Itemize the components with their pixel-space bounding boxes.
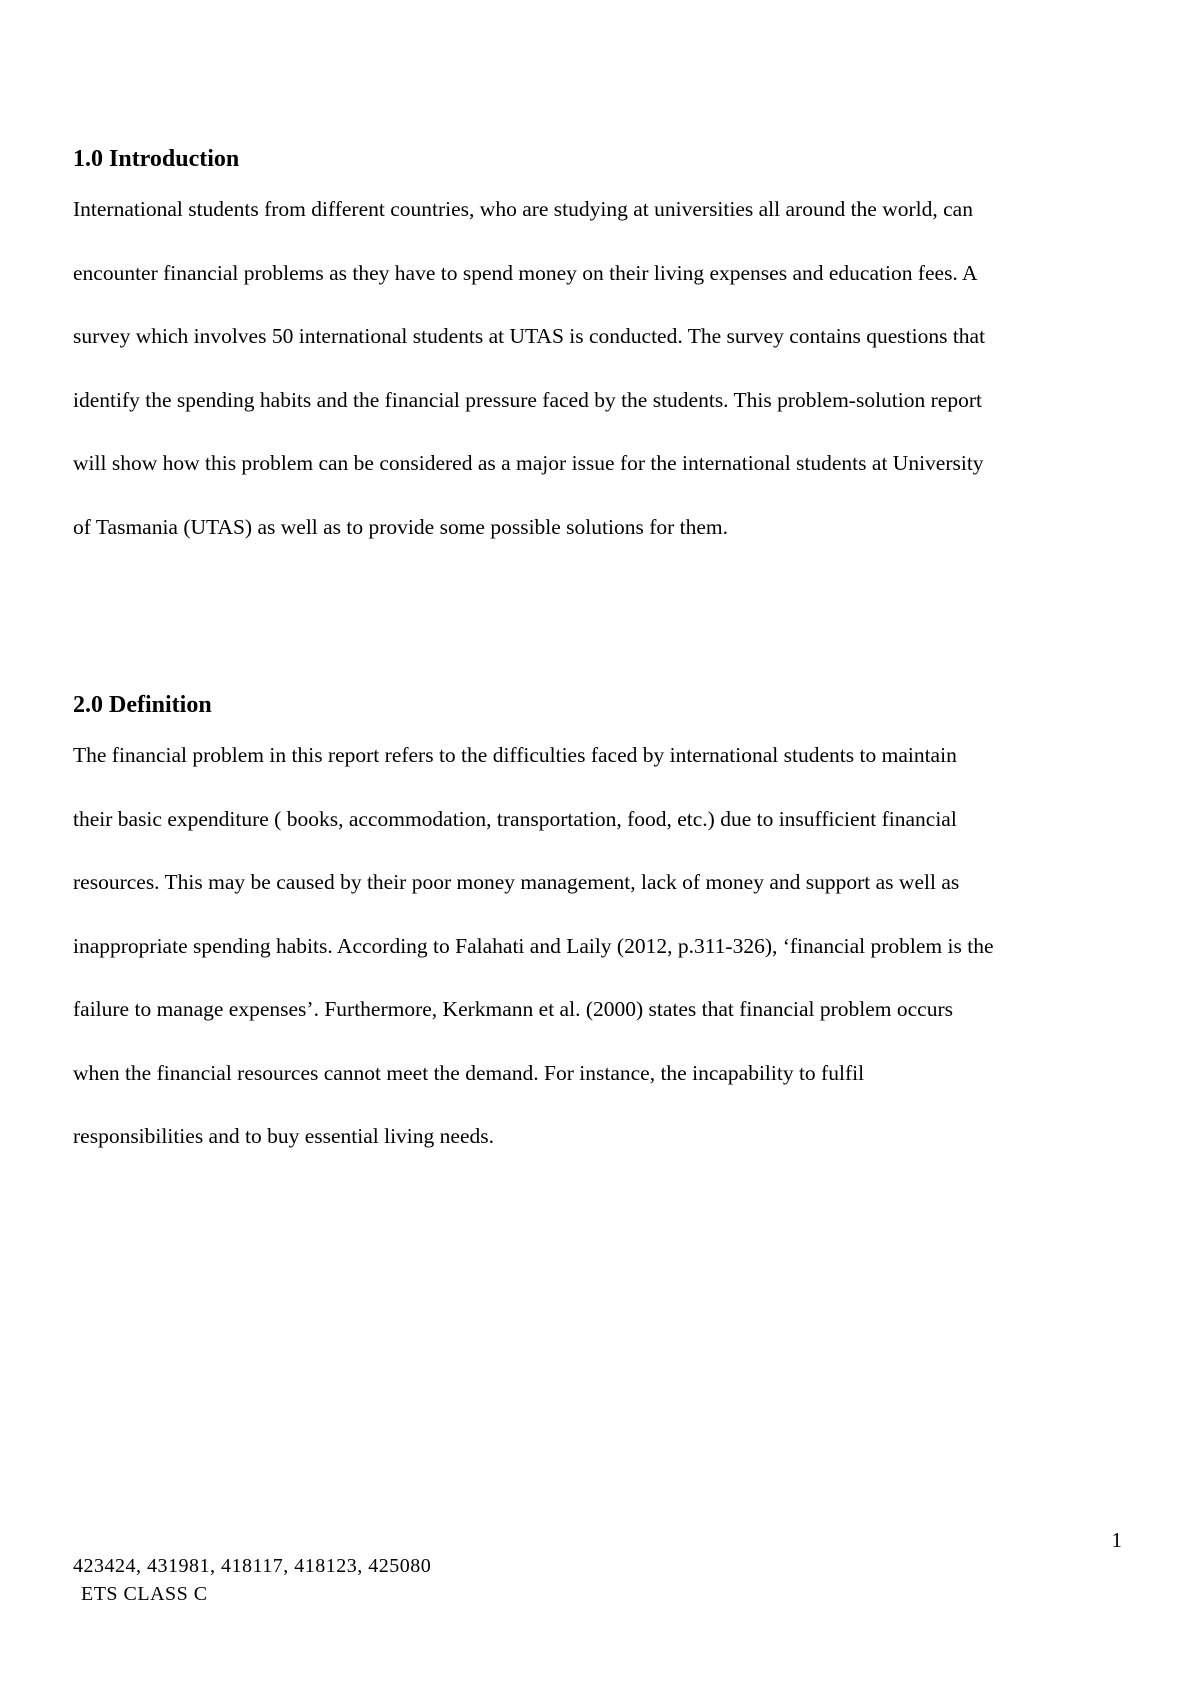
paragraph-line: their basic expenditure ( books, accommodation, transportation, food, etc.) due to insufficient financial xyxy=(73,806,957,831)
paragraph-line: will show how this problem can be considered as a major issue for the international students at University xyxy=(73,451,984,475)
section-heading-definition: 2.0 Definition xyxy=(73,692,212,718)
paragraph-line: of Tasmania (UTAS) as well as to provide some possible solutions for them. xyxy=(73,514,729,539)
paragraph-line: International students from different countries, who are studying at universities all around the world, can xyxy=(73,197,973,221)
definition-paragraph xyxy=(73,724,1123,1169)
paragraph-line: when the financial resources cannot meet the demand. For instance, the incapability to fulfil xyxy=(73,1060,865,1085)
introduction-section xyxy=(73,140,1123,559)
page-footer xyxy=(73,1552,431,1608)
class-label: ETS CLASS C xyxy=(81,1583,208,1605)
paragraph-line: responsibilities and to buy essential living needs. xyxy=(73,1124,494,1148)
paragraph-line: inappropriate spending habits. According to Falahati and Laily (2012, p.311-326), ‘financial problem is the xyxy=(73,933,994,958)
paragraph-line: survey which involves 50 international students at UTAS is conducted. The survey contains questions that xyxy=(73,324,986,348)
definition-section xyxy=(73,686,1123,1169)
page-number: 1 xyxy=(1111,1528,1122,1552)
paragraph-line: failure to manage expenses’. Furthermore, Kerkmann et al. (2000) states that financial problem occurs xyxy=(73,997,953,1021)
paragraph-line: identify the spending habits and the financial pressure faced by the students. This problem-solution report xyxy=(73,387,982,412)
paragraph-line: encounter financial problems as they have to spend money on their living expenses and education fees. A xyxy=(73,260,978,285)
section-heading-introduction: 1.0 Introduction xyxy=(73,146,240,172)
student-ids: 423424, 431981, 418117, 418123, 425080 xyxy=(73,1555,432,1577)
paragraph-line: resources. This may be caused by their poor money management, lack of money and support as well as xyxy=(73,870,960,894)
introduction-paragraph xyxy=(73,178,1123,559)
paragraph-line: The financial problem in this report refers to the difficulties faced by international students to maintain xyxy=(73,743,957,767)
